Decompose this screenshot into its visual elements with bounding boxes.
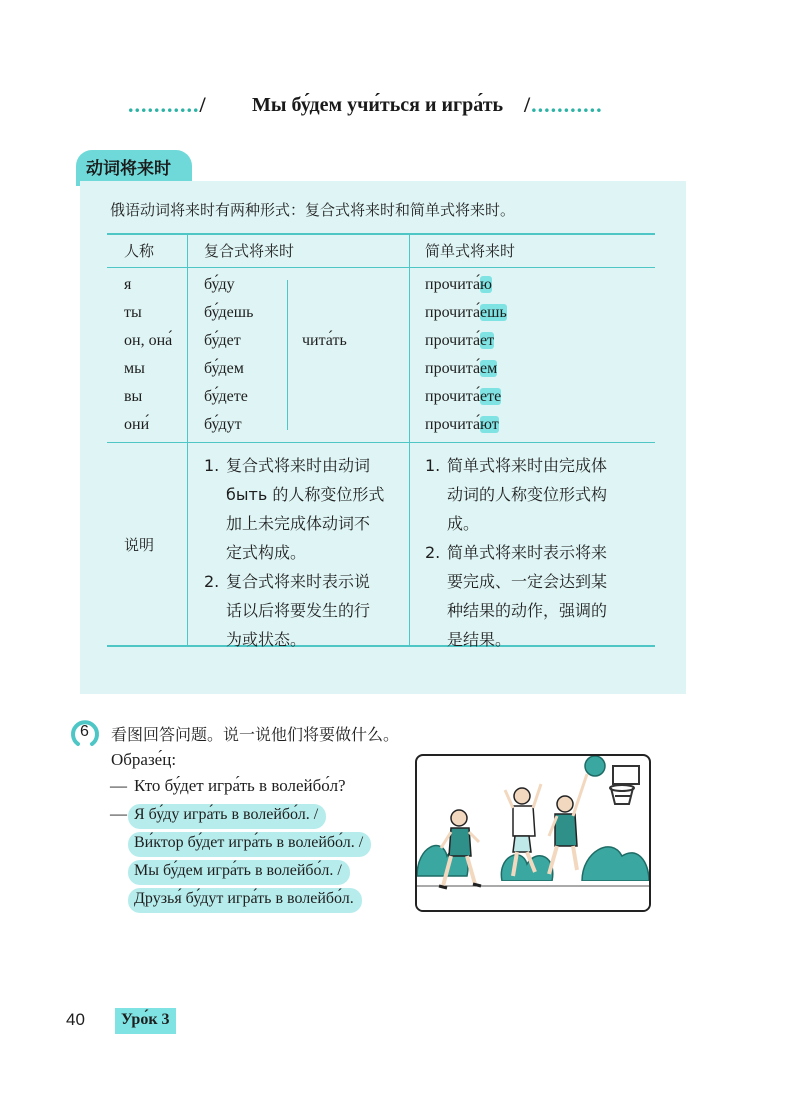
header-dots-left: .........../ bbox=[128, 92, 207, 117]
simple-form-cell: прочита́ю bbox=[425, 276, 492, 293]
page-number: 40 bbox=[66, 1010, 85, 1029]
pronoun-cell: вы bbox=[124, 388, 143, 405]
page-title: Мы бу́дем учи́ться и игра́ть bbox=[252, 94, 504, 116]
simple-form-cell: прочита́ешь bbox=[425, 304, 507, 321]
ending-highlight: ете bbox=[480, 388, 502, 405]
pronoun-cell: я bbox=[124, 276, 132, 293]
table-col-divider-2 bbox=[409, 233, 410, 646]
exercise-number-badge: 6 bbox=[70, 718, 100, 748]
compound-aux-cell: бу́дем bbox=[204, 360, 244, 377]
sample-question: Кто бу́дет игра́ть в волейбо́л? bbox=[134, 776, 346, 795]
simple-form-cell: прочита́ют bbox=[425, 416, 499, 433]
header-dots-right: /........... bbox=[524, 92, 603, 117]
simple-form-cell: прочита́ем bbox=[425, 360, 498, 377]
compound-aux-cell: бу́дет bbox=[204, 332, 241, 349]
sample-answer: Друзья́ бу́дут игра́ть в волейбо́л. bbox=[128, 888, 362, 913]
note-label: 说明 bbox=[124, 536, 155, 554]
section-header bbox=[0, 92, 800, 128]
ending-highlight: ем bbox=[480, 360, 498, 377]
col-header-simple: 简单式将来时 bbox=[425, 242, 516, 260]
simple-form-cell: прочита́ете bbox=[425, 388, 502, 405]
compound-aux-cell: бу́дете bbox=[204, 388, 248, 405]
sample-answer: Мы бу́дем игра́ть в волейбо́л. / bbox=[128, 860, 350, 885]
simple-form-cell: прочита́ет bbox=[425, 332, 495, 349]
infinitive-cell: чита́ть bbox=[302, 332, 347, 349]
compound-aux-cell: бу́ду bbox=[204, 276, 235, 293]
simple-notes bbox=[425, 451, 607, 654]
pronoun-cell: мы bbox=[124, 360, 145, 377]
sample-answer: Я бу́ду игра́ть в волейбо́л. / bbox=[128, 804, 326, 829]
dialog-dash: — bbox=[110, 804, 127, 823]
note-item: 2. 简单式将来时表示将来 要完成、一定会达到某 种结果的动作，强调的 是结果。 bbox=[425, 543, 608, 649]
pronoun-cell: он, она́ bbox=[124, 332, 173, 349]
table-rule-middle bbox=[107, 442, 655, 443]
volleyball-illustration bbox=[415, 754, 651, 912]
table-rule-header bbox=[107, 267, 655, 268]
table-inner-divider bbox=[287, 280, 288, 430]
compound-aux-cell: бу́дешь bbox=[204, 304, 254, 321]
sample-answer: Ви́ктор бу́дет игра́ть в волейбо́л. / bbox=[128, 832, 371, 857]
col-header-person: 人称 bbox=[124, 242, 155, 260]
grammar-tab-label: 动词将来时 bbox=[86, 159, 171, 179]
exercise-title: 看图回答问题。说一说他们将要做什么。 bbox=[111, 725, 400, 744]
ending-highlight: ют bbox=[480, 416, 499, 433]
sample-label: Образе́ц: bbox=[111, 750, 177, 769]
compound-notes bbox=[204, 451, 384, 654]
ending-highlight: ю bbox=[480, 276, 492, 293]
compound-aux-cell: бу́дут bbox=[204, 416, 242, 433]
note-item: 2. 复合式将来时表示说 话以后将要发生的行 为或状态。 bbox=[204, 572, 371, 649]
col-header-compound: 复合式将来时 bbox=[204, 242, 295, 260]
table-col-divider-1 bbox=[187, 233, 188, 646]
pronoun-cell: ты bbox=[124, 304, 142, 321]
grammar-intro: 俄语动词将来时有两种形式：复合式将来时和简单式将来时。 bbox=[110, 201, 516, 219]
dialog-dash: — bbox=[110, 776, 127, 795]
ending-highlight: ешь bbox=[480, 304, 507, 321]
note-item: 1. 简单式将来时由完成体 动词的人称变位形式构 成。 bbox=[425, 456, 608, 533]
table-rule-top bbox=[107, 233, 655, 235]
ending-highlight: ет bbox=[480, 332, 495, 349]
pronoun-cell: они́ bbox=[124, 416, 150, 433]
note-item: 1. 复合式将来时由动词 быть 的人称变位形式 加上未完成体动词不 定式构成。 bbox=[204, 456, 385, 562]
lesson-tag: Уро́к 3 bbox=[115, 1008, 176, 1034]
